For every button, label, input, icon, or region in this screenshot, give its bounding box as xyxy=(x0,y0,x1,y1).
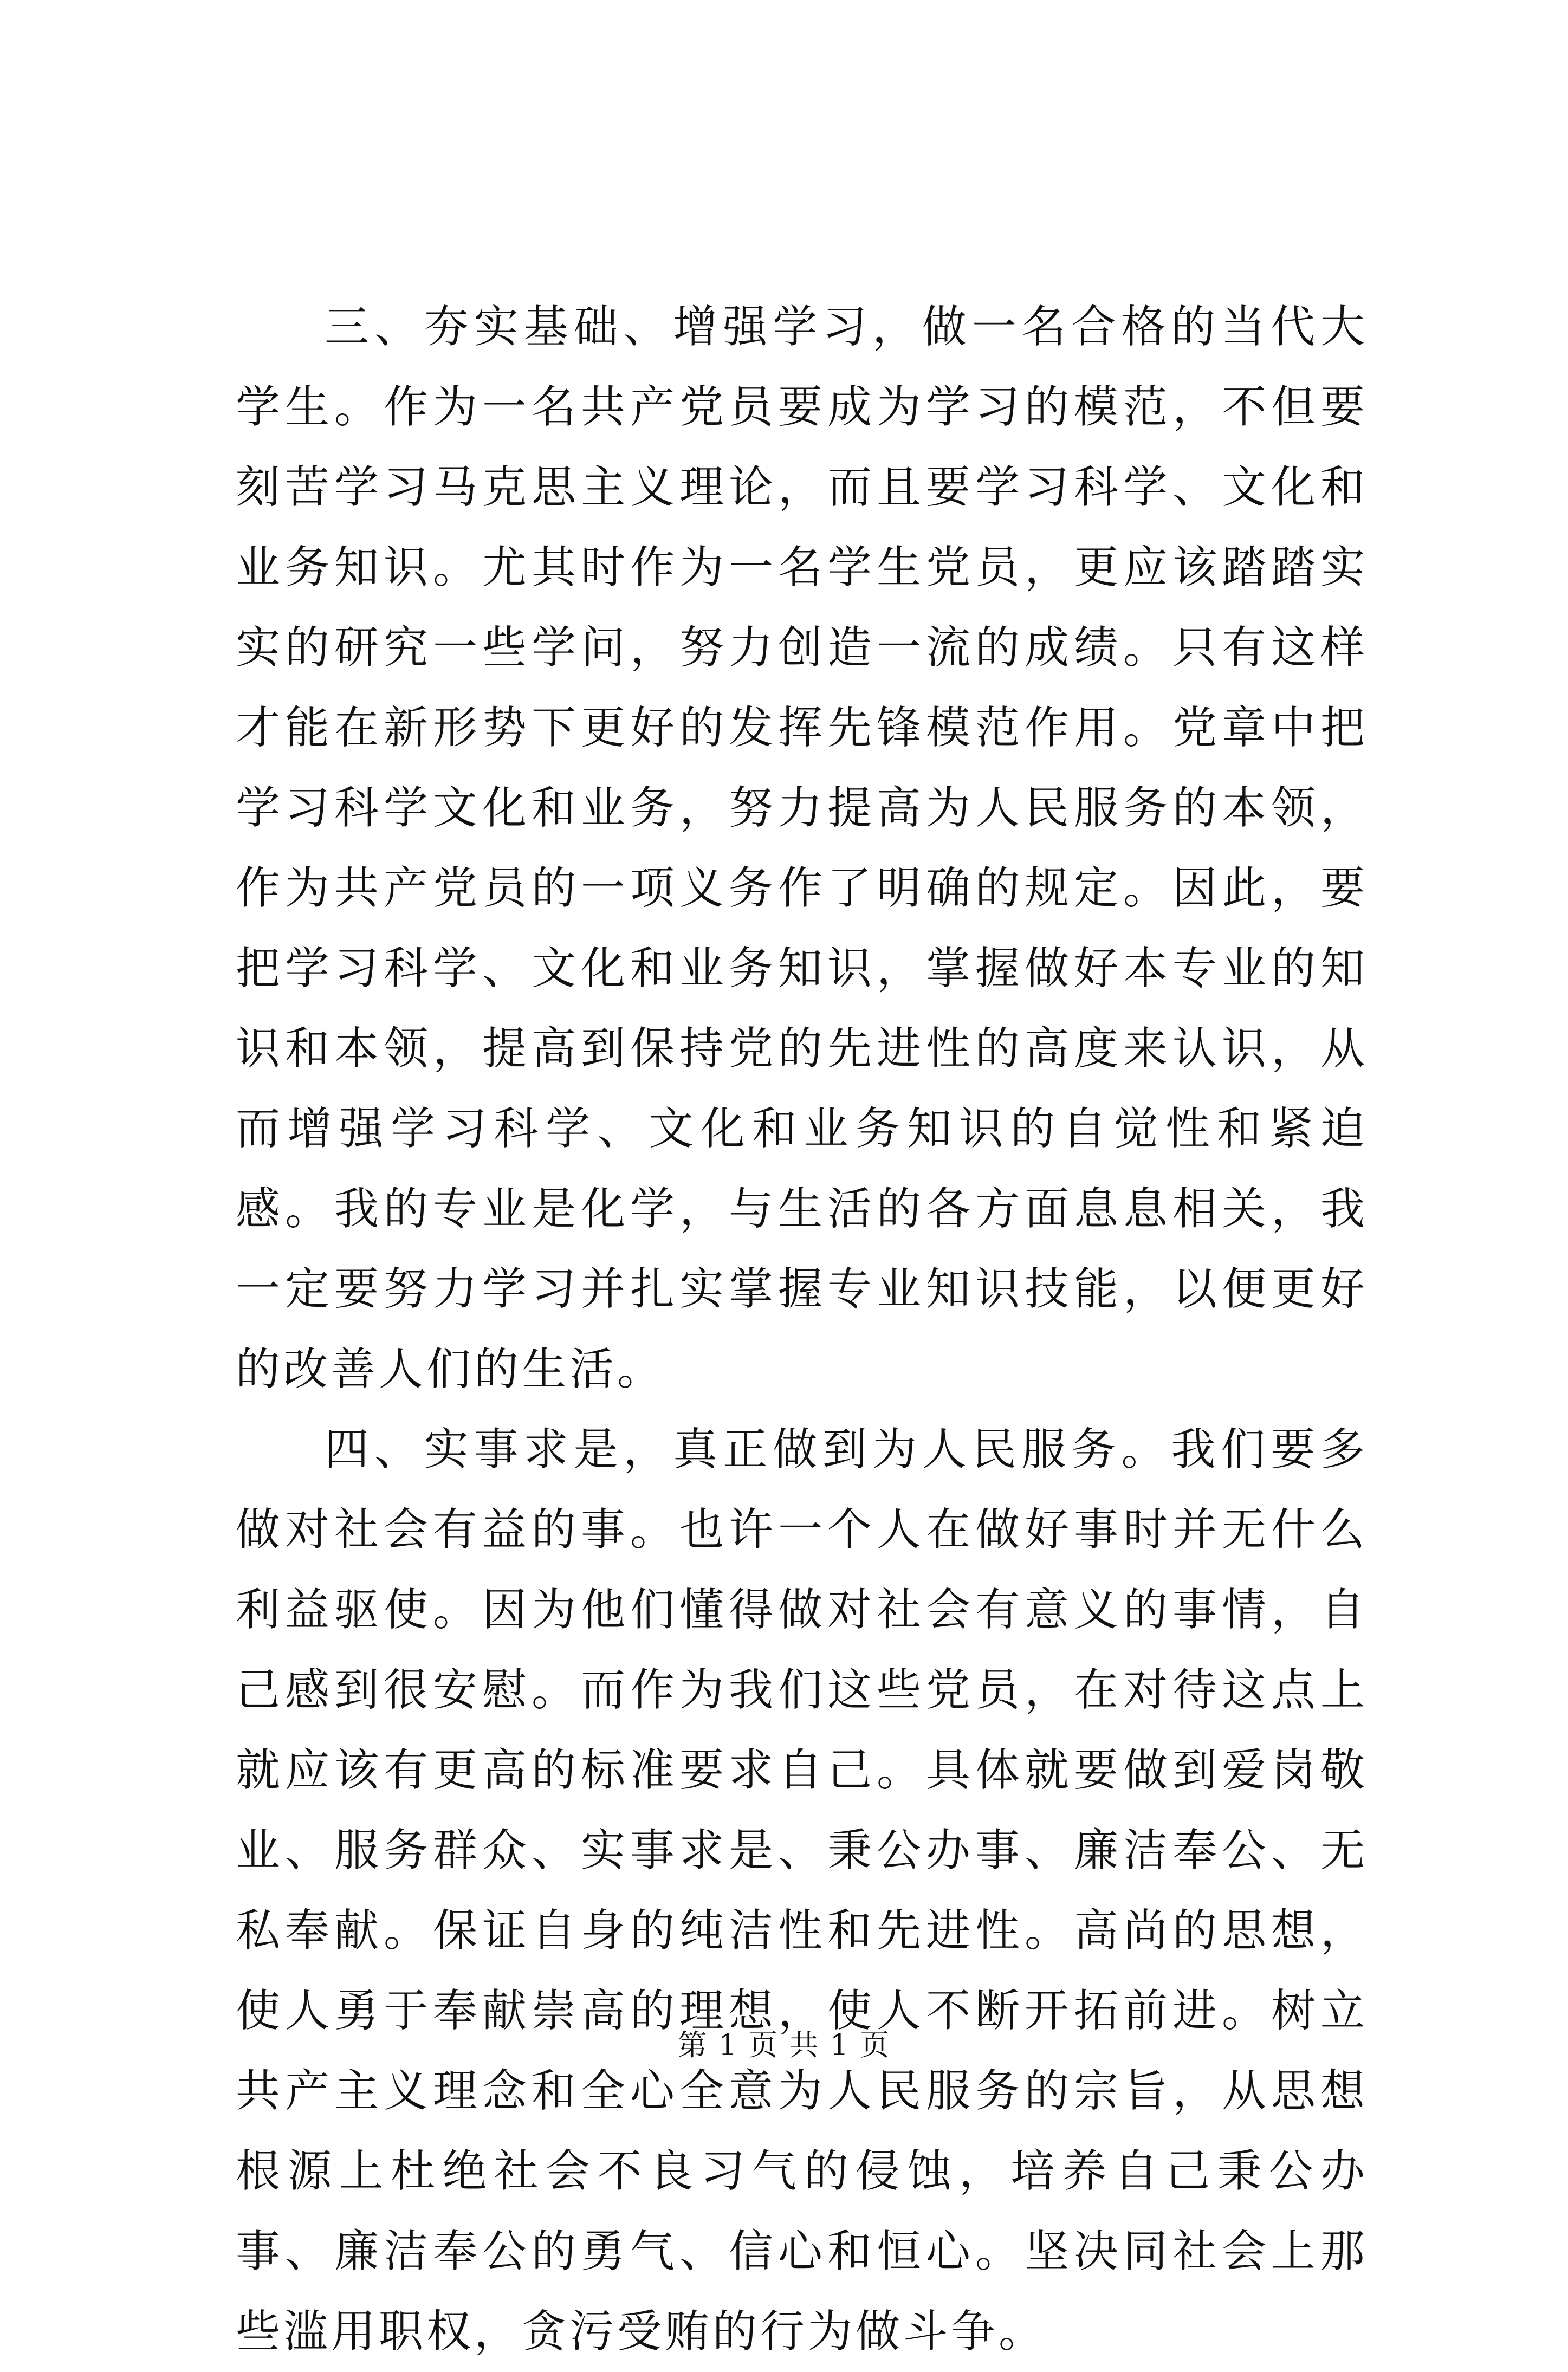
page-number-footer: 第 1 页 共 1 页 xyxy=(677,2028,891,2062)
paragraph-section-three: 三、夯实基础、增强学习，做一名合格的当代大学生。作为一名共产党员要成为学习的模范，不但要刻苦学习马克思主义理论，而且要学习科学、文化和业务知识。尤其时作为一名学生党员，更应该踏踏实实的研究一些学问，努力创造一流的成绩。只有这样才能在新形势下更好的发挥先锋模范作用。党章中把学习科学文化和业务，努力提高为人民服务的本领，作为共产党员的一项义务作了明确的规定。因此，要把学习科学、文化和业务知识，掌握做好本专业的知识和本领，提高到保持党的先进性的高度来认识，从而增强学习科学、文化和业务知识的自觉性和紧迫感。我的专业是化学，与生活的各方面息息相关，我一定要努力学习并扎实掌握专业知识技能，以便更好的改善人们的生活。 xyxy=(236,301,1368,1395)
paragraph-section-four: 四、实事求是，真正做到为人民服务。我们要多做对社会有益的事。也许一个人在做好事时并无什么利益驱使。因为他们懂得做对社会有意义的事情，自己感到很安慰。而作为我们这些党员，在对待这点上就应该有更高的标准要求自己。具体就要做到爱岗敬业、服务群众、实事求是、秉公办事、廉洁奉公、无私奉献。保证自身的纯洁性和先进性。高尚的思想，使人勇于奉献崇高的理想，使人不断开拓前进。树立共产主义理念和全心全意为人民服务的宗旨，从思想根源上杜绝社会不良习气的侵蚀，培养自己秉公办事、廉洁奉公的勇气、信心和恒心。坚决同社会上那些滥用职权，贪污受贿的行为做斗争。 xyxy=(236,1424,1368,2357)
